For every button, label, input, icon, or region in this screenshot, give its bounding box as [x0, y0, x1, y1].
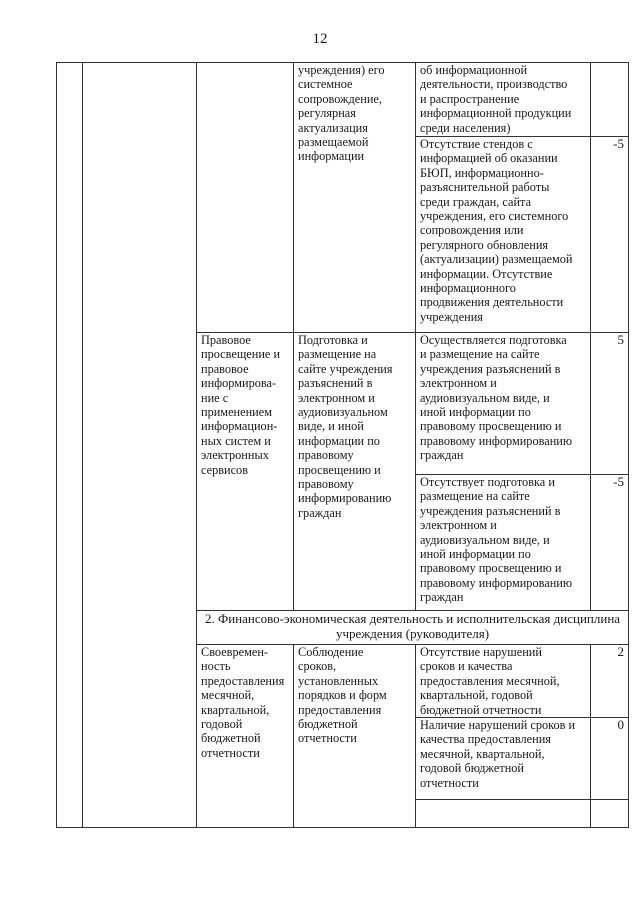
- table-row: [57, 63, 629, 137]
- evaluation-criteria-table: [56, 62, 629, 828]
- method-cell: Подготовка и размещение на сайте учреждения разъяснений в электронном и аудиовизуальном виде, и иной информации по правовому просвещению и правовому информированию граждан: [294, 333, 416, 611]
- indicator-cell: [197, 63, 294, 333]
- criterion-cell: Осуществляется подготовка и размещение на сайте учреждения разъяснений в электронном и аудиовизуальном виде, и иной информации по правовому просвещению и правовому информированию граждан: [416, 333, 591, 475]
- criterion-cell: Отсутствует подготовка и размещение на сайте учреждения разъяснений в электронном и аудиовизуальном виде, и иной информации по правовому просвещению и правовому информированию граждан: [416, 475, 591, 611]
- points-cell: [591, 800, 629, 828]
- criterion-cell: [416, 800, 591, 828]
- section-heading: 2. Финансово-экономическая деятельность и исполнительская дисциплина учреждения (руководителя): [197, 611, 629, 645]
- method-cell: учреждения) его системное сопровождение, регулярная актуализация размещаемой информации: [294, 63, 416, 333]
- indicator-cell: Своевремен- ность предоставления месячной, квартальной, годовой бюджетной отчетности: [197, 645, 294, 828]
- method-cell: Соблюдение сроков, установленных порядков и форм предоставления бюджетной отчетности: [294, 645, 416, 828]
- points-cell: [591, 63, 629, 137]
- criterion-cell: Наличие нарушений сроков и качества предоставления месячной, квартальной, годовой бюджетной отчетности: [416, 718, 591, 800]
- points-cell: 2: [591, 645, 629, 718]
- points-cell: -5: [591, 137, 629, 333]
- criterion-cell: Отсутствие стендов с информацией об оказании БЮП, информационно- разъяснительной работы среди граждан, сайта учреждения, его системного сопровождения или регулярного обновления (актуализации) размещаемой информации. Отсутствие информационного продвижения деятельности учреждения: [416, 137, 591, 333]
- criterion-cell: об информационной деятельности, производство и распространение информационной продукции среди населения): [416, 63, 591, 137]
- criterion-group-cell: [83, 63, 197, 828]
- number-column-cell: [57, 63, 83, 828]
- points-cell: 0: [591, 718, 629, 800]
- points-cell: -5: [591, 475, 629, 611]
- points-cell: 5: [591, 333, 629, 475]
- criterion-cell: Отсутствие нарушений сроков и качества предоставления месячной, квартальной, годовой бюджетной отчетности: [416, 645, 591, 718]
- page-number: 12: [312, 31, 328, 47]
- indicator-cell: Правовое просвещение и правовое информирова- ние с применением информацион- ных систем и электронных сервисов: [197, 333, 294, 611]
